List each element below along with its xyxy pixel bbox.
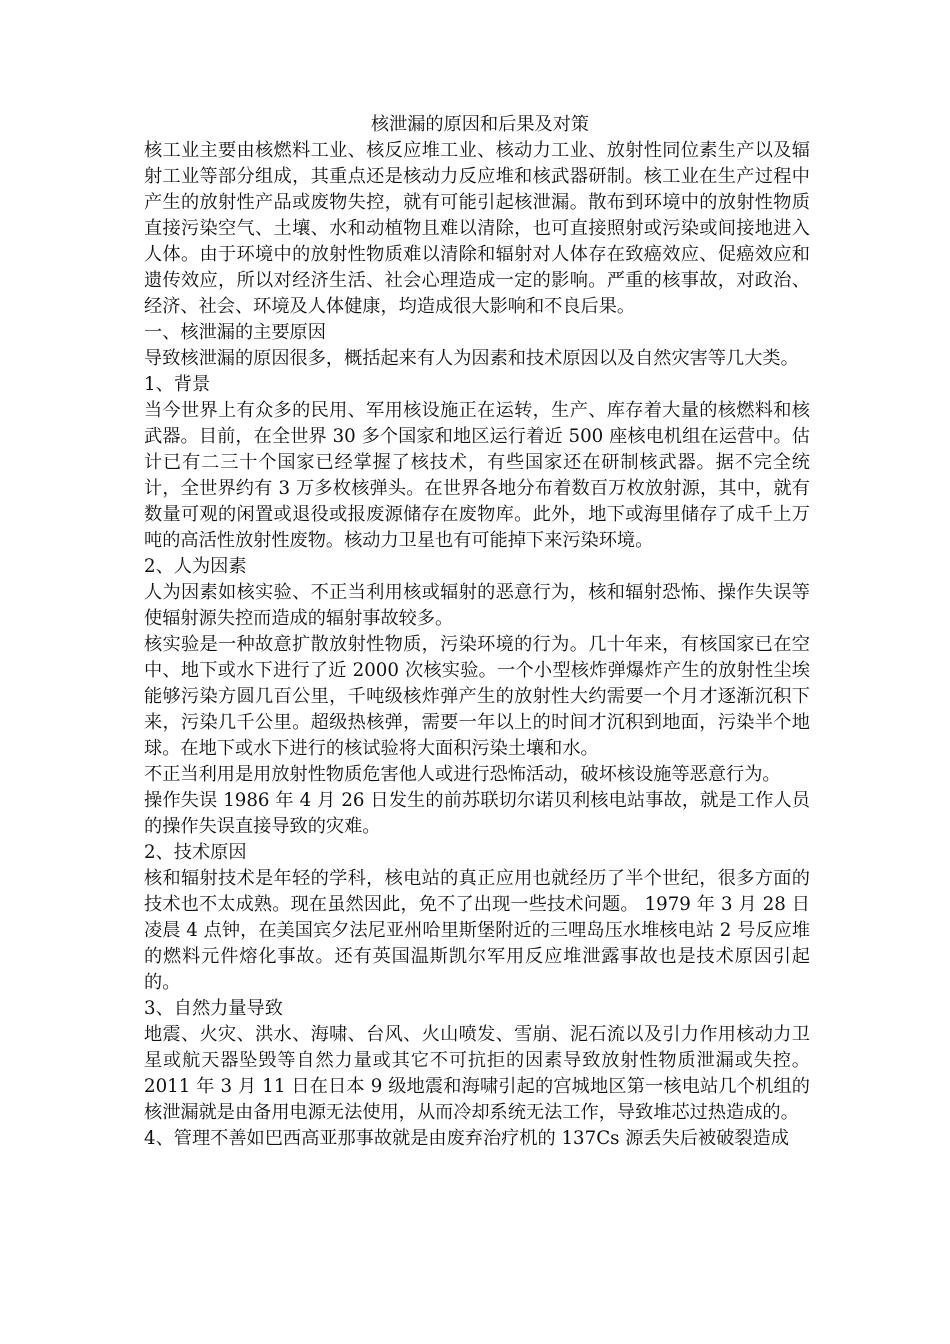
poor-management-paragraph: 4、管理不善如巴西高亚那事故就是由废弃治疗机的 137Cs 源丢失后被破裂造成 [144,1128,789,1149]
operation-error-paragraph: 操作失误 1986 年 4 月 26 日发生的前苏联切尔诺贝利核电站事故，就是工作人员的操作失误直接导致的灾难。 [144,790,810,837]
technical-causes-paragraph: 核和辐射技术是年轻的学科，核电站的真正应用也就经历了半个世纪，很多方面的技术也不太成熟。现在虽然因此，免不了出现一些技术问题。 1979 年 3 月 28 日凌晨 4 点钟，在美国宾夕法尼亚州哈里斯堡附近的三哩岛压水堆核电站 2 号反应堆的燃料元件熔化事故。还有英国温斯凯尔军用反应堆泄露事故也是技术原因引起的。 [144,868,810,993]
misuse-paragraph: 不正当利用是用放射性物质危害他人或进行恐怖活动，破坏核设施等恶意行为。 [144,764,781,785]
subheading-human-factors: 2、人为因素 [144,556,247,577]
causes-overview-paragraph: 导致核泄漏的原因很多，概括起来有人为因素和技术原因以及自然灾害等几大类。 [144,348,799,369]
subheading-background: 1、背景 [144,374,211,395]
subheading-technical-causes: 2、技术原因 [144,842,247,863]
document-body [144,112,810,1152]
natural-forces-paragraph: 地震、火灾、洪水、海啸、台风、火山喷发、雪崩、泥石流以及引力作用核动力卫星或航天器坠毁等自然力量或其它不可抗拒的因素导致放射性物质泄漏或失控。2011 年 3 月 11 日在日本 9 级地震和海啸引起的宫城地区第一核电站几个机组的核泄漏就是由备用电源无法使用，从而冷却系统无法工作，导致堆芯过热造成的。 [144,1024,810,1123]
nuclear-test-paragraph: 核实验是一种故意扩散放射性物质，污染环境的行为。几十年来，有核国家已在空中、地下或水下进行了近 2000 次核实验。一个小型核炸弹爆炸产生的放射性尘埃能够污染方圆几百公里，千吨级核炸弹产生的放射性大约需要一个月才逐渐沉积下来，污染几千公里。超级热核弹，需要一年以上的时间才沉积到地面，污染半个地球。在地下或水下进行的核试验将大面积污染土壤和水。 [144,634,810,759]
intro-paragraph: 核工业主要由核燃料工业、核反应堆工业、核动力工业、放射性同位素生产以及辐射工业等部分组成，其重点还是核动力反应堆和核武器研制。核工业在生产过程中产生的放射性产品或废物失控，就有可能引起核泄漏。散布到环境中的放射性物质直接污染空气、土壤、水和动植物且难以清除，也可直接照射或污染或间接地进入人体。由于环境中的放射性物质难以清除和辐射对人体存在致癌效应、促癌效应和遗传效应，所以对经济生活、社会心理造成一定的影响。严重的核事故，对政治、经济、社会、环境及人体健康，均造成很大影响和不良后果。 [144,140,810,317]
document-title: 核泄漏的原因和后果及对策 [370,114,590,135]
subheading-natural-forces: 3、自然力量导致 [144,998,283,1019]
background-paragraph: 当今世界上有众多的民用、军用核设施正在运转，生产、库存着大量的核燃料和核武器。目前，在全世界 30 多个国家和地区运行着近 500 座核电机组在运营中。估计已有二三十个国家已经掌握了核技术，有些国家还在研制核武器。据不完全统计，全世界约有 3 万多枚核弹头。在世界各地分布着数百万枚放射源，其中，就有数量可观的闲置或退役或报废源储存在废物库。此外，地下或海里储存了成千上万吨的高活性放射性废物。核动力卫星也有可能掉下来污染环境。 [144,400,810,551]
section-heading-main-causes: 一、核泄漏的主要原因 [144,322,326,343]
human-factors-paragraph: 人为因素如核实验、不正当利用核或辐射的恶意行为，核和辐射恐怖、操作失误等使辐射源失控而造成的辐射事故较多。 [144,582,810,629]
